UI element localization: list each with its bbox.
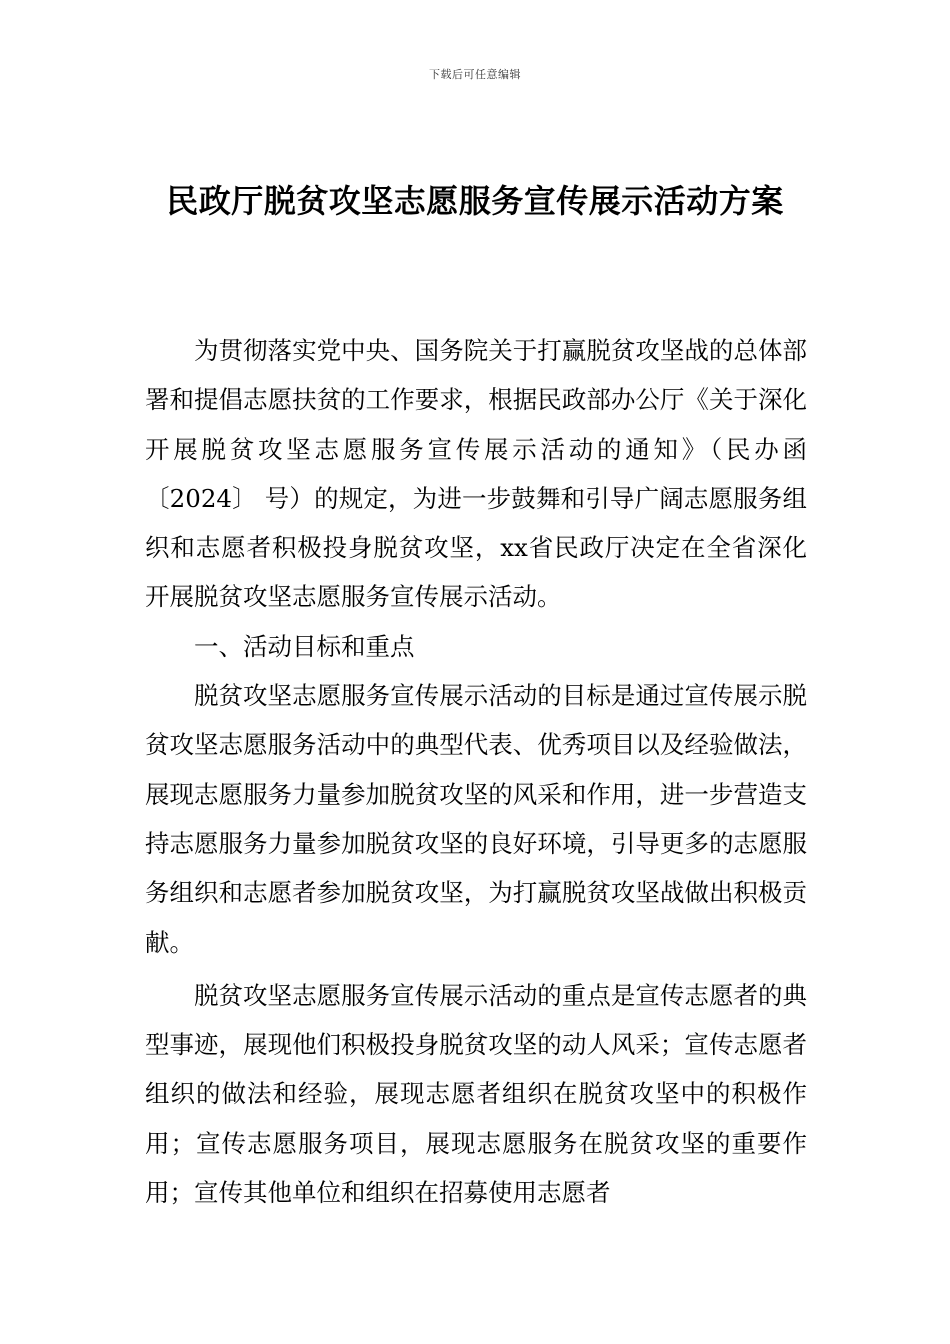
section-heading: 一、活动目标和重点 xyxy=(194,631,415,661)
paragraph-goal: 脱贫攻坚志愿服务宣传展示活动的目标是通过宣传展示脱贫攻坚志愿服务活动中的典型代表、优秀项目以及经验做法，展现志愿服务力量参加脱贫攻坚的风采和作用，进一步营造支持志愿服务力量参加脱贫攻坚的良好环境，引导更多的志愿服务组织和志愿者参加脱贫攻坚，为打赢脱贫攻坚战做出积极贡献。 xyxy=(145,681,807,957)
header-note: 下载后可任意编辑 xyxy=(429,68,521,81)
paragraph-focus: 脱贫攻坚志愿服务宣传展示活动的重点是宣传志愿者的典型事迹，展现他们积极投身脱贫攻坚的动人风采；宣传志愿者组织的做法和经验，展现志愿者组织在脱贫攻坚中的积极作用；宣传志愿服务项目，展现志愿服务在脱贫攻坚的重要作用；宣传其他单位和组织在招募使用志愿者 xyxy=(145,980,807,1208)
document-body xyxy=(145,326,807,1217)
paragraph-intro: 为贯彻落实党中央、国务院关于打赢脱贫攻坚战的总体部署和提倡志愿扶贫的工作要求，根据民政部办公厅《关于深化开展脱贫攻坚志愿服务宣传展示活动的通知》（民办函〔2024〕 号）的规定，为进一步鼓舞和引导广阔志愿服务组织和志愿者积极投身脱贫攻坚，xx省民政厅决定在全省深化开展脱贫攻坚志愿服务宣传展示活动。 xyxy=(145,336,807,612)
document-title: 民政厅脱贫攻坚志愿服务宣传展示活动方案 xyxy=(166,182,784,220)
